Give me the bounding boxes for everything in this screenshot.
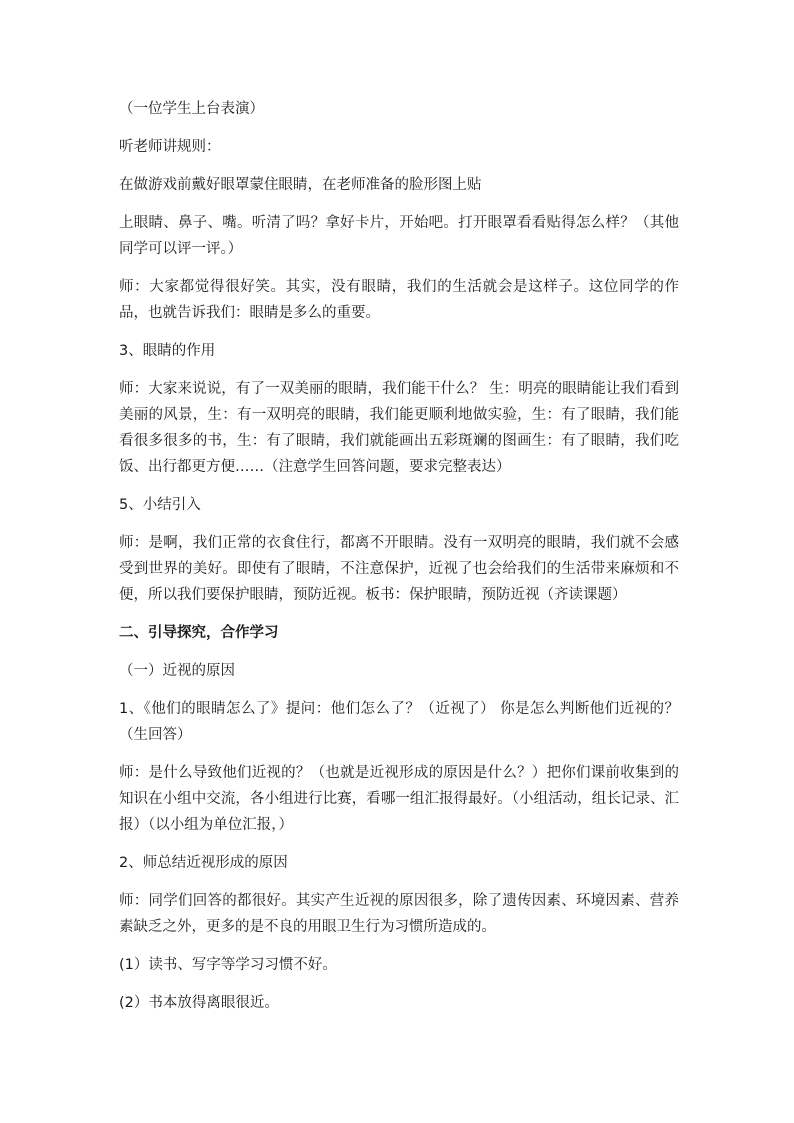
chapter-heading: 二、引导探究，合作学习 [119,625,279,641]
subsection-heading: （一）近视的原因 [119,663,235,679]
paragraph: 1、《他们的眼睛怎么了》提问：他们怎么了？（近视了） 你是怎么判断他们近视的？（生回答） [119,701,679,743]
paragraph: 师：同学们回答的都很好。其实产生近视的原因很多，除了遗传因素、环境因素、营养素缺乏之外，更多的是不良的用眼卫生行为习惯所造成的。 [119,893,679,935]
paragraph: 师：大家都觉得很好笑。其实，没有眼睛，我们的生活就会是这样子。这位同学的作品，也就告诉我们：眼睛是多么的重要。 [119,279,679,321]
paragraph: （一位学生上台表演） [119,101,264,117]
paragraph: 听老师讲规则： [119,139,221,155]
section-heading: 3、眼睛的作用 [119,343,216,359]
paragraph: 师：是啊，我们正常的衣食住行，都离不开眼睛。没有一双明亮的眼睛，我们就不会感受到世界的美好。即使有了眼睛，不注意保护，近视了也会给我们的生活带来麻烦和不便，所以我们要保护眼睛，预防近视。板书：保护眼睛，预防近视（齐读课题） [119,535,679,603]
paragraph: 在做游戏前戴好眼罩蒙住眼睛，在老师准备的脸形图上贴 [119,177,482,193]
section-heading: 2、师总结近视形成的原因 [119,855,288,871]
paragraph: 师：是什么导致他们近视的？（也就是近视形成的原因是什么？）把你们课前收集到的知识在小组中交流，各小组进行比赛，看哪一组汇报得最好。（小组活动，组长记录、汇报）（以小组为单位汇报，） [119,765,679,833]
section-heading: 5、小结引入 [119,497,201,513]
document-body [119,96,679,1028]
list-item: (2）书本放得离眼很近。 [119,995,279,1011]
list-item: (1）读书、写字等学习习惯不好。 [119,957,337,973]
paragraph: 师：大家来说说，有了一双美丽的眼睛，我们能干什么？ 生：明亮的眼睛能让我们看到美丽的风景，生：有一双明亮的眼睛，我们能更顺利地做实验，生：有了眼睛，我们能看很多很多的书，生：有了眼睛，我们就能画出五彩斑斓的图画生：有了眼睛，我们吃饭、出行都更方便……（注意学生回答问题，要求完整表达） [119,381,679,475]
paragraph: 上眼睛、鼻子、嘴。听清了吗？拿好卡片，开始吧。打开眼罩看看贴得怎么样？（其他同学可以评一评。） [119,215,679,257]
